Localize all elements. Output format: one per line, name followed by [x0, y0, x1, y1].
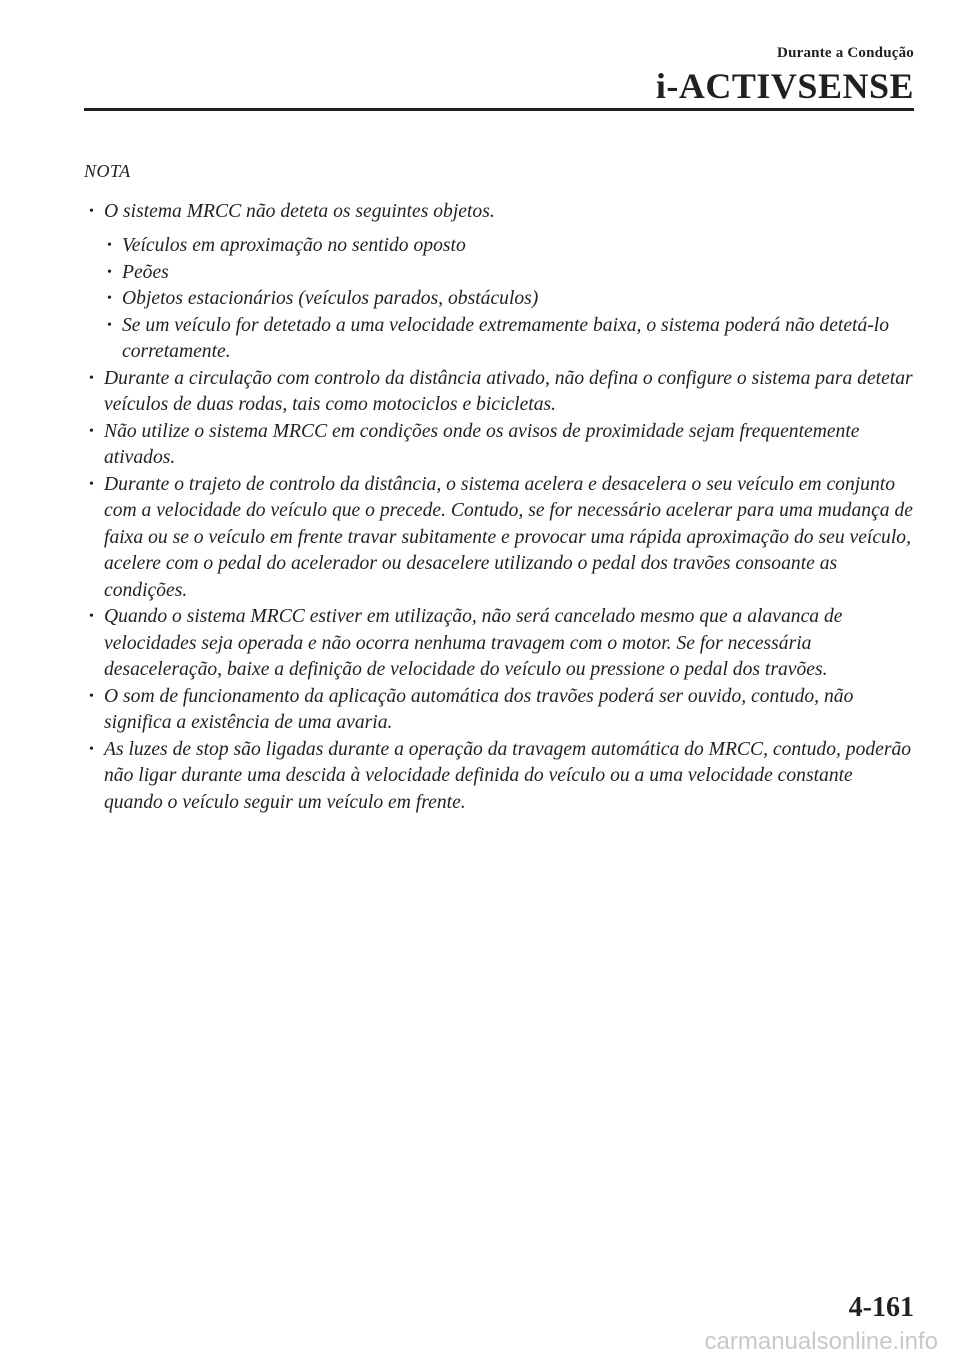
note-item-text: Durante o trajeto de controlo da distância, o sistema acelera e desacelera o seu veículo em conjunto com a velocidade do veículo que o precede. Contudo, se for necessário acelerar para uma mudança de faixa ou se o veículo em frente travar subitamente e provocar uma rápida aproximação do seu veículo, acelere com o pedal do acelerador ou desacelere utilizando o pedal dos travões consoante as condições. — [104, 473, 913, 601]
note-subitem — [84, 233, 914, 260]
page-header — [656, 44, 914, 106]
bullet-icon: • — [89, 741, 94, 757]
note-item-text: Quando o sistema MRCC estiver em utilização, não será cancelado mesmo que a alavanca de velocidades seja operada e não ocorra nenhuma travagem com o motor. Se for necessária desaceleração, baixe a definição de velocidade do veículo ou pressione o pedal dos travões. — [104, 606, 843, 680]
note-item — [84, 737, 914, 817]
note-item — [84, 199, 914, 226]
section-title: Durante a Condução — [777, 45, 914, 61]
note-item — [84, 684, 914, 737]
note-item — [84, 604, 914, 684]
note-title: NOTA — [84, 161, 131, 181]
note-subitem-text: Peões — [122, 261, 169, 283]
note-item-text: Durante a circulação com controlo da distância ativado, não defina o configure o sistema para detetar veículos de duas rodas, tais como motociclos e bicicletas. — [104, 367, 913, 415]
bullet-icon: • — [107, 291, 112, 306]
bullet-icon: • — [89, 609, 94, 624]
note-subitem — [84, 260, 914, 287]
bullet-icon: • — [107, 238, 112, 253]
note-subitem-text: Objetos estacionários (veículos parados, obstáculos) — [122, 288, 539, 309]
note-item-text: O sistema MRCC não deteta os seguintes objetos. — [104, 200, 495, 222]
note-item-text: Não utilize o sistema MRCC em condições onde os avisos de proximidade sejam frequentemente ativados. — [104, 420, 860, 468]
watermark: carmanualsonline.info — [704, 1328, 938, 1355]
note-item — [84, 472, 914, 605]
note-item — [84, 366, 914, 419]
note-subitem — [84, 313, 914, 366]
bullet-icon: • — [107, 264, 112, 280]
bullet-icon: • — [89, 370, 94, 386]
chapter-title: i-ACTIVSENSE — [655, 66, 914, 106]
note-item-text: As luzes de stop são ligadas durante a operação da travagem automática do MRCC, contudo, poderão não ligar durante uma descida à velocidade definida do veículo ou a uma velocidade constante quando o veículo seguir um veículo em frente. — [104, 738, 912, 813]
note-item — [84, 419, 914, 472]
header-divider — [84, 108, 914, 111]
bullet-icon: • — [89, 423, 94, 439]
note-subitem-text: Veículos em aproximação no sentido oposto — [122, 235, 466, 256]
bullet-icon: • — [89, 203, 94, 219]
page-number: 4-161 — [848, 1292, 914, 1323]
bullet-icon: • — [89, 688, 94, 704]
note-block — [84, 158, 914, 816]
note-subitem-text: Se um veículo for detetado a uma velocidade extremamente baixa, o sistema poderá não detetá-lo corretamente. — [122, 314, 890, 362]
bullet-icon: • — [107, 317, 112, 333]
note-subitem — [84, 286, 914, 313]
bullet-icon: • — [89, 476, 94, 492]
note-item-text: O som de funcionamento da aplicação automática dos travões poderá ser ouvido, contudo, não significa a existência de uma avaria. — [104, 685, 854, 733]
